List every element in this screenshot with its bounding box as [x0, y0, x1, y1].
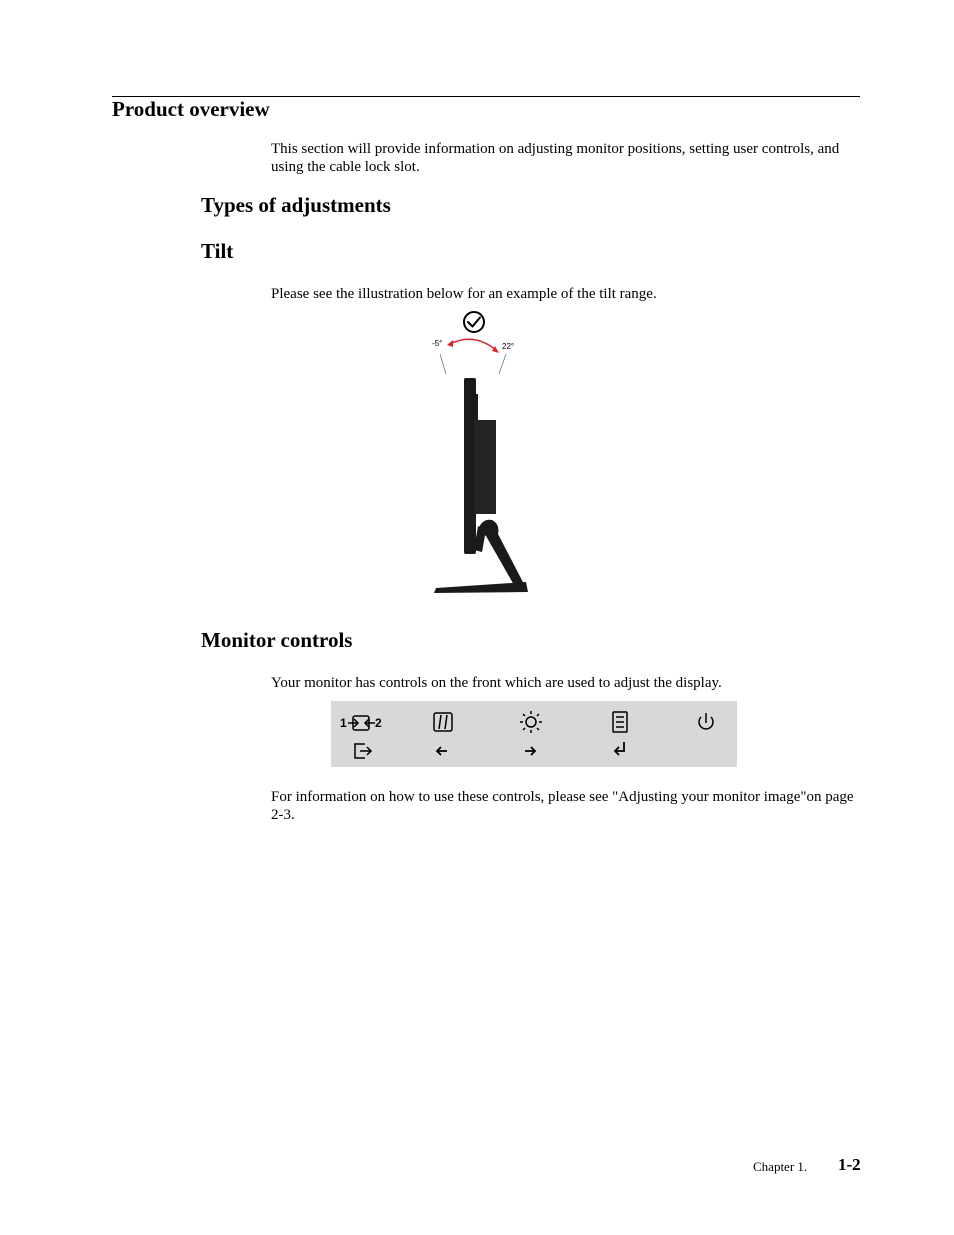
input-label-2: 2 [375, 716, 382, 730]
tilt-arc [447, 339, 499, 353]
section-heading-product-overview: Product overview [112, 97, 270, 121]
subheading-monitor-controls: Monitor controls [201, 628, 353, 652]
forward-tilt-line [440, 354, 446, 374]
arrow-left-icon [437, 747, 447, 755]
checkmark-circle-icon [464, 312, 484, 332]
brightness-icon [520, 711, 542, 733]
dynamic-contrast-icon [434, 713, 452, 731]
intro-paragraph: This section will provide information on adjusting monitor positions, setting user controls, and using the cable lock slot. [271, 141, 840, 175]
controls-reference-paragraph: For information on how to use these controls, please see "Adjusting your monitor image"on page 2-3. [271, 789, 854, 823]
input-label-1: 1 [340, 716, 347, 730]
subheading-types-of-adjustments: Types of adjustments [201, 193, 391, 217]
controls-description: Your monitor has controls on the front which are used to adjust the display. [271, 675, 722, 691]
footer-page-number: 1-2 [838, 1155, 861, 1174]
monitor-side-view [434, 378, 528, 593]
subheading-tilt: Tilt [201, 239, 234, 263]
footer-chapter: Chapter 1. [753, 1159, 808, 1174]
enter-icon [615, 742, 624, 755]
menu-icon [613, 712, 627, 732]
back-tilt-line [499, 354, 506, 374]
tilt-illustration [420, 306, 540, 598]
input-switch-icon [340, 716, 382, 730]
tilt-description: Please see the illustration below for an example of the tilt range. [271, 286, 657, 302]
angle-back-label: 22° [502, 342, 515, 351]
control-panel-diagram [331, 701, 737, 767]
exit-icon [355, 744, 371, 758]
power-icon [699, 713, 713, 729]
angle-forward-label: -5° [432, 339, 443, 348]
arrow-right-icon [525, 747, 535, 755]
